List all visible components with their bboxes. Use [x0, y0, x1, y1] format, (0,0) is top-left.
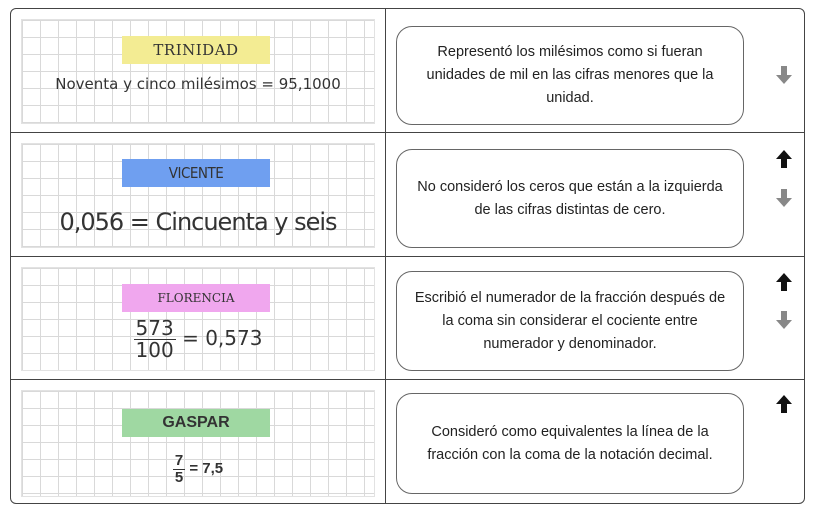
- reason-card[interactable]: Representó los milésimos como si fueran unidades de mil en las cifras menores que la unidad.: [396, 26, 744, 125]
- fraction-numerator: 7: [174, 452, 184, 469]
- grid-paper: [21, 143, 375, 248]
- fraction-denominator: 5: [174, 468, 184, 486]
- move-up-arrow-icon[interactable]: [773, 148, 795, 170]
- student-expression: [22, 318, 374, 361]
- student-expression: Noventa y cinco milésimos = 95,1000: [55, 75, 341, 93]
- student-expression: [22, 453, 374, 486]
- fraction-result: = 7,5: [189, 460, 224, 478]
- student-expression: 0,056 = Cincuenta y seis: [59, 208, 337, 236]
- student-name-label: GASPAR: [122, 409, 270, 437]
- student-work-cell: [11, 380, 386, 504]
- grid-paper: [21, 19, 375, 124]
- student-work-cell: [11, 133, 386, 256]
- move-down-arrow-icon[interactable]: [773, 64, 795, 86]
- move-up-arrow-icon[interactable]: [773, 271, 795, 293]
- student-work-cell: [11, 9, 386, 132]
- student-work-cell: [11, 257, 386, 379]
- fraction-numerator: 573: [135, 316, 174, 340]
- grid-paper: [21, 390, 375, 497]
- reason-card[interactable]: No consideró los ceros que están a la izquierda de las cifras distintas de cero.: [396, 149, 744, 248]
- reason-card[interactable]: Escribió el numerador de la fracción después de la coma sin considerar el cociente entre numerador y denominador.: [396, 271, 744, 371]
- move-down-arrow-icon[interactable]: [773, 309, 795, 331]
- reason-card[interactable]: Consideró como equivalentes la línea de la fracción con la coma de la notación decimal.: [396, 393, 744, 494]
- student-name-label: TRINIDAD: [122, 36, 270, 64]
- student-name-label: FLORENCIA: [122, 284, 270, 312]
- move-down-arrow-icon[interactable]: [773, 187, 795, 209]
- fraction-denominator: 100: [135, 338, 174, 362]
- student-name-label: VICENTE: [122, 159, 270, 187]
- move-up-arrow-icon[interactable]: [773, 393, 795, 415]
- matching-table: [10, 8, 805, 504]
- fraction: [134, 318, 176, 361]
- grid-paper: [21, 267, 375, 371]
- fraction-result: = 0,573: [182, 326, 263, 350]
- fraction: [173, 453, 185, 486]
